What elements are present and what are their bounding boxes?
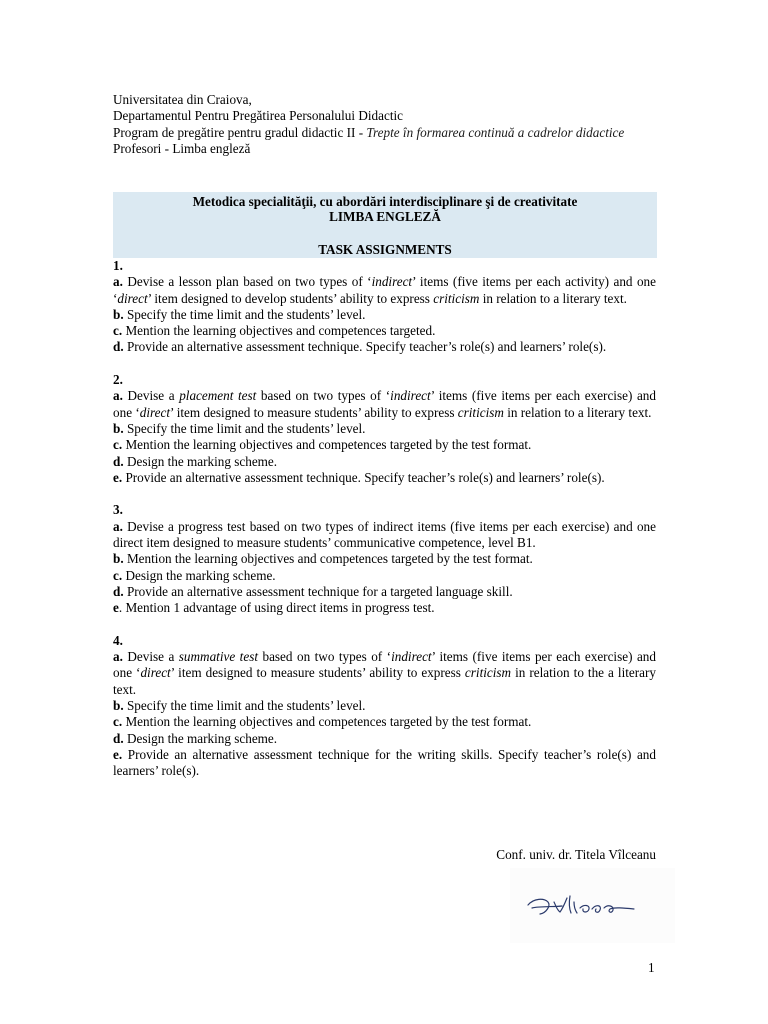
task-item-text: Devise a lesson plan based on two types of ‘ (122, 274, 372, 290)
task-item-text: ’ item designed to develop students’ ability to express (147, 290, 434, 306)
task-block (113, 502, 656, 616)
task-item-text: ’ item designed to measure students’ ability to express (170, 665, 465, 681)
task-item-text: Devise a progress test based on two types of indirect items (five items per each exercise) and one direct item designed to measure students’ communicative competence, level B1. (113, 518, 656, 551)
task-item-text: Provide an alternative assessment technique for the writing skills. Specify teacher’s role(s) and learners’ role(s). (113, 746, 656, 779)
task-item (113, 519, 656, 552)
task-item (113, 731, 656, 747)
task-item-text: Devise a (122, 388, 180, 404)
task-item-text: Mention the learning objectives and competences targeted. (122, 323, 436, 339)
task-item-text: Specify the time limit and the students’ level. (123, 306, 366, 322)
signature-icon (510, 868, 675, 943)
program-subtitle: Trepte în formarea continuă a cadrelor didactice (366, 124, 625, 140)
task-item-text: Mention the learning objectives and competences targeted by the test format. (122, 437, 532, 453)
task-block (113, 633, 656, 780)
subject-title: LIMBA ENGLEZĂ (329, 209, 441, 224)
task-item-text: Design the marking scheme. (123, 730, 278, 746)
task-item (113, 307, 656, 323)
task-item (113, 274, 656, 307)
task-item-text: Design the marking scheme. (122, 567, 276, 583)
task-item-text: in relation to a literary text. (479, 290, 627, 306)
task-item (113, 584, 656, 600)
task-item-letter: b. (113, 306, 124, 322)
task-item-letter: d. (113, 583, 124, 599)
task-item-letter: a. (113, 274, 123, 290)
task-item-text: based on two types of ‘ (256, 388, 391, 404)
task-item (113, 747, 656, 780)
emphasized-term: criticism (464, 665, 512, 681)
task-item-letter: a. (113, 649, 123, 665)
course-banner (113, 192, 657, 258)
task-item-text: Mention the learning objectives and competences targeted by the test format. (122, 714, 532, 730)
task-item-letter: d. (113, 730, 124, 746)
signature-image (510, 868, 675, 943)
task-number: 3. (113, 502, 123, 518)
task-item-letter: c. (113, 437, 123, 453)
signer-name: Conf. univ. dr. Titela Vîlceanu (496, 847, 656, 862)
task-item-text: based on two types of ‘ (258, 649, 392, 665)
university-name: Universitatea din Craiova, (113, 92, 252, 107)
page-number: 1 (648, 960, 655, 975)
program-prefix: Program de pregătire pentru gradul didactic II - (113, 124, 367, 140)
task-item (113, 600, 656, 616)
department-name: Departamentul Pentru Pregătirea Personalului Didactic (113, 108, 404, 124)
emphasized-term: summative test (178, 649, 258, 665)
task-item-letter: d. (113, 453, 124, 469)
task-item-text: Provide an alternative assessment technique. Specify teacher’s role(s) and learners’ role(s). (122, 469, 605, 485)
task-item-letter: d. (113, 339, 124, 355)
emphasized-term: indirect (391, 649, 432, 665)
task-item-text: in relation to the a literary text. (113, 665, 656, 697)
task-item (113, 437, 656, 453)
task-item-text: Specify the time limit and the students’ level. (123, 420, 366, 436)
task-block (113, 258, 656, 356)
task-item-letter: a. (113, 518, 123, 534)
task-number: 1. (113, 258, 123, 273)
task-list (113, 258, 656, 796)
emphasized-term: direct (117, 290, 148, 306)
task-item (113, 388, 656, 421)
audience-line: Profesori - Limba engleză (113, 140, 251, 156)
task-item-text: ’ item designed to measure students’ ability to express (170, 404, 458, 420)
task-item (113, 421, 656, 437)
course-title: Metodica specialităţii, cu abordări interdisciplinare şi de creativitate (192, 194, 578, 209)
task-item-text: Specify the time limit and the students’ level. (123, 698, 366, 714)
task-item (113, 470, 656, 486)
task-item-letter: a. (113, 388, 123, 404)
task-block (113, 372, 656, 486)
task-item (113, 714, 656, 730)
program-name (113, 125, 624, 141)
task-item (113, 454, 656, 470)
emphasized-term: placement test (179, 388, 257, 404)
task-item-text: Design the marking scheme. (123, 453, 278, 469)
task-item-letter: c. (113, 323, 123, 339)
task-item (113, 339, 656, 355)
task-number: 4. (113, 632, 123, 648)
emphasized-term: direct (140, 665, 171, 681)
task-item (113, 551, 656, 567)
task-item-letter: b. (113, 420, 124, 436)
task-item (113, 649, 656, 698)
task-item (113, 568, 656, 584)
task-item (113, 323, 656, 339)
emphasized-term: criticism (433, 290, 480, 306)
task-item-letter: e. (113, 469, 123, 485)
emphasized-term: indirect (371, 274, 413, 290)
task-item-letter: c. (113, 714, 123, 730)
task-item-text: ’ items (five items per each exercise) and one ‘ (113, 649, 656, 681)
task-item-text: Provide an alternative assessment technique for a targeted language skill. (123, 583, 513, 599)
task-item-letter: b. (113, 551, 124, 567)
task-item-letter: b. (113, 698, 124, 714)
task-item-text: ’ items (five items per each exercise) and one ‘ (113, 388, 656, 420)
task-item-text: in relation to a literary text. (503, 404, 652, 420)
task-item-text: Devise a (122, 649, 179, 665)
task-number: 2. (113, 372, 123, 388)
task-item-text: ’ items (five items per each activity) and one ‘ (113, 274, 657, 306)
task-item-letter: e (113, 600, 119, 616)
emphasized-term: direct (139, 404, 171, 420)
task-item-text: Mention the learning objectives and competences targeted by the test format. (123, 551, 533, 567)
task-item (113, 698, 656, 714)
task-item-text: . Mention 1 advantage of using direct items in progress test. (118, 600, 435, 616)
task-item-letter: e. (113, 746, 123, 762)
section-heading: TASK ASSIGNMENTS (318, 242, 452, 257)
task-item-letter: c. (113, 567, 123, 583)
emphasized-term: criticism (457, 404, 504, 420)
emphasized-term: indirect (390, 388, 431, 404)
task-item-text: Provide an alternative assessment technique. Specify teacher’s role(s) and learners’ role(s). (123, 339, 607, 355)
institution-header (113, 92, 624, 157)
